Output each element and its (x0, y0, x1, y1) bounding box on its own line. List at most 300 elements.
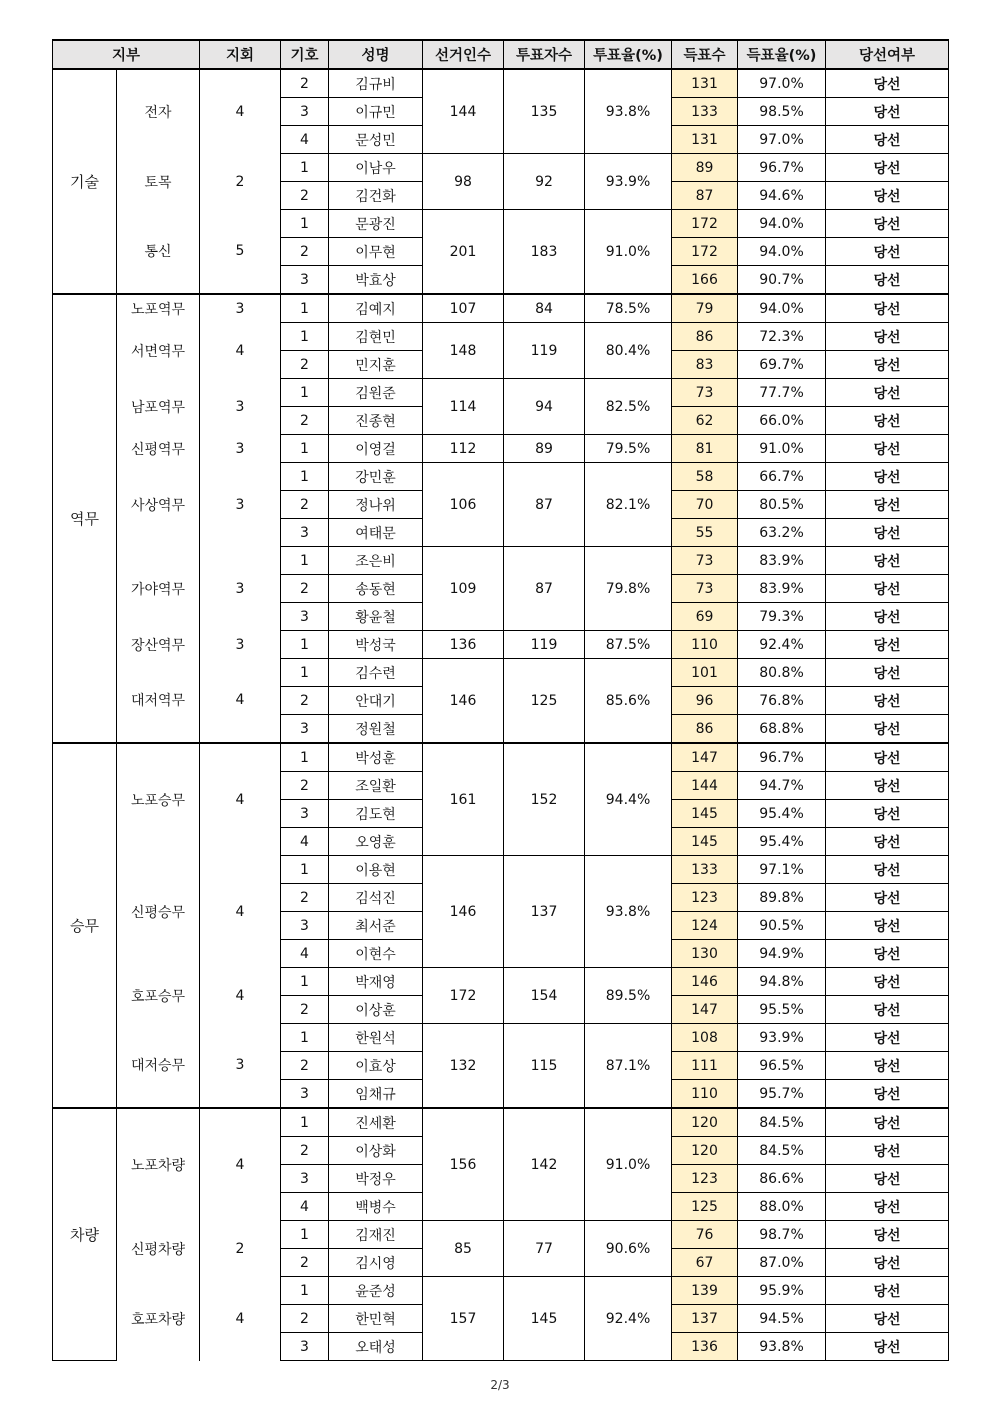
rate-cell: 94.9% (738, 940, 826, 968)
candidate-name: 이남우 (329, 154, 423, 182)
rate-cell: 69.7% (738, 351, 826, 379)
table-row (53, 856, 949, 884)
rate-cell: 95.4% (738, 800, 826, 828)
rate-cell: 95.7% (738, 1080, 826, 1109)
votes-cell: 55 (672, 519, 738, 547)
electors-cell: 148 (423, 323, 504, 379)
voters-cell: 142 (504, 1108, 585, 1221)
seats-cell: 4 (200, 1277, 281, 1361)
electors-cell: 114 (423, 379, 504, 435)
rate-cell: 90.7% (738, 266, 826, 295)
turnout-cell: 92.4% (585, 1277, 672, 1361)
electors-cell: 98 (423, 154, 504, 210)
rate-cell: 93.9% (738, 1024, 826, 1052)
table-row (53, 294, 949, 323)
header-jihoe: 지회 (200, 40, 281, 69)
rate-cell: 96.7% (738, 743, 826, 772)
candidate-no: 2 (281, 575, 329, 603)
result-cell: 당선 (826, 1052, 949, 1080)
candidate-name: 김석진 (329, 884, 423, 912)
candidate-no: 3 (281, 1165, 329, 1193)
votes-cell: 120 (672, 1108, 738, 1137)
candidate-no: 2 (281, 182, 329, 210)
candidate-name: 이효상 (329, 1052, 423, 1080)
candidate-no: 1 (281, 154, 329, 182)
candidate-name: 김수련 (329, 659, 423, 687)
candidate-name: 박효상 (329, 266, 423, 295)
rate-cell: 86.6% (738, 1165, 826, 1193)
candidate-no: 2 (281, 996, 329, 1024)
branch-cell: 노포승무 (117, 743, 200, 856)
candidate-no: 1 (281, 1108, 329, 1137)
result-cell: 당선 (826, 772, 949, 800)
candidate-no: 1 (281, 968, 329, 996)
electors-cell: 201 (423, 210, 504, 295)
candidate-name: 김건화 (329, 182, 423, 210)
header-votes: 득표수 (672, 40, 738, 69)
result-cell: 당선 (826, 491, 949, 519)
electors-cell: 161 (423, 743, 504, 856)
candidate-name: 안대기 (329, 687, 423, 715)
table-row (53, 631, 949, 659)
seats-cell: 2 (200, 1221, 281, 1277)
table-row (53, 547, 949, 575)
result-cell: 당선 (826, 828, 949, 856)
seats-cell: 4 (200, 69, 281, 154)
electors-cell: 106 (423, 463, 504, 547)
candidate-name: 임채규 (329, 1080, 423, 1109)
votes-cell: 124 (672, 912, 738, 940)
electors-cell: 132 (423, 1024, 504, 1109)
rate-cell: 68.8% (738, 715, 826, 744)
result-cell: 당선 (826, 294, 949, 323)
votes-cell: 76 (672, 1221, 738, 1249)
seats-cell: 3 (200, 631, 281, 659)
branch-cell: 가야역무 (117, 547, 200, 631)
voters-cell: 92 (504, 154, 585, 210)
voters-cell: 77 (504, 1221, 585, 1277)
result-cell: 당선 (826, 126, 949, 154)
header-turnout: 투표율(%) (585, 40, 672, 69)
result-cell: 당선 (826, 238, 949, 266)
candidate-name: 박성훈 (329, 743, 423, 772)
candidate-name: 이규민 (329, 98, 423, 126)
voters-cell: 87 (504, 547, 585, 631)
turnout-cell: 89.5% (585, 968, 672, 1024)
votes-cell: 87 (672, 182, 738, 210)
candidate-name: 문성민 (329, 126, 423, 154)
candidate-name: 한민혁 (329, 1305, 423, 1333)
votes-cell: 172 (672, 210, 738, 238)
voters-cell: 87 (504, 463, 585, 547)
candidate-no: 3 (281, 1080, 329, 1109)
result-cell: 당선 (826, 1249, 949, 1277)
rate-cell: 98.5% (738, 98, 826, 126)
votes-cell: 145 (672, 800, 738, 828)
votes-cell: 147 (672, 996, 738, 1024)
candidate-no: 2 (281, 1052, 329, 1080)
electors-cell: 85 (423, 1221, 504, 1277)
results-body (53, 69, 949, 1361)
branch-cell: 통신 (117, 210, 200, 295)
seats-cell: 3 (200, 379, 281, 435)
votes-cell: 130 (672, 940, 738, 968)
seats-cell: 4 (200, 968, 281, 1024)
result-cell: 당선 (826, 1024, 949, 1052)
votes-cell: 166 (672, 266, 738, 295)
candidate-no: 4 (281, 126, 329, 154)
result-cell: 당선 (826, 856, 949, 884)
rate-cell: 72.3% (738, 323, 826, 351)
result-cell: 당선 (826, 575, 949, 603)
result-cell: 당선 (826, 603, 949, 631)
seats-cell: 3 (200, 1024, 281, 1109)
candidate-no: 2 (281, 69, 329, 98)
candidate-name: 정나위 (329, 491, 423, 519)
rate-cell: 94.0% (738, 238, 826, 266)
electors-cell: 109 (423, 547, 504, 631)
rate-cell: 83.9% (738, 547, 826, 575)
votes-cell: 110 (672, 631, 738, 659)
result-cell: 당선 (826, 379, 949, 407)
candidate-name: 김도현 (329, 800, 423, 828)
candidate-name: 김시영 (329, 1249, 423, 1277)
rate-cell: 94.0% (738, 210, 826, 238)
votes-cell: 79 (672, 294, 738, 323)
table-row (53, 323, 949, 351)
rate-cell: 90.5% (738, 912, 826, 940)
rate-cell: 96.7% (738, 154, 826, 182)
candidate-no: 2 (281, 1137, 329, 1165)
seats-cell: 4 (200, 659, 281, 744)
candidate-no: 2 (281, 238, 329, 266)
candidate-no: 4 (281, 1193, 329, 1221)
branch-cell: 호포차량 (117, 1277, 200, 1361)
votes-cell: 69 (672, 603, 738, 631)
votes-cell: 172 (672, 238, 738, 266)
branch-cell: 신평차량 (117, 1221, 200, 1277)
candidate-no: 2 (281, 407, 329, 435)
electors-cell: 146 (423, 856, 504, 968)
candidate-no: 1 (281, 1277, 329, 1305)
candidate-name: 최서준 (329, 912, 423, 940)
table-row (53, 968, 949, 996)
rate-cell: 80.8% (738, 659, 826, 687)
result-cell: 당선 (826, 154, 949, 182)
result-cell: 당선 (826, 743, 949, 772)
rate-cell: 91.0% (738, 435, 826, 463)
candidate-no: 3 (281, 266, 329, 295)
turnout-cell: 82.5% (585, 379, 672, 435)
candidate-name: 박재영 (329, 968, 423, 996)
candidate-no: 2 (281, 1249, 329, 1277)
candidate-no: 2 (281, 772, 329, 800)
rate-cell: 84.5% (738, 1137, 826, 1165)
result-cell: 당선 (826, 659, 949, 687)
result-cell: 당선 (826, 98, 949, 126)
result-cell: 당선 (826, 1305, 949, 1333)
result-cell: 당선 (826, 940, 949, 968)
header-result: 당선여부 (826, 40, 949, 69)
branch-cell: 남포역무 (117, 379, 200, 435)
rate-cell: 76.8% (738, 687, 826, 715)
candidate-no: 1 (281, 463, 329, 491)
bu-cell: 승무 (53, 743, 117, 1108)
votes-cell: 111 (672, 1052, 738, 1080)
branch-cell: 노포역무 (117, 294, 200, 323)
votes-cell: 83 (672, 351, 738, 379)
branch-cell: 토목 (117, 154, 200, 210)
table-row (53, 743, 949, 772)
seats-cell: 5 (200, 210, 281, 295)
turnout-cell: 79.5% (585, 435, 672, 463)
candidate-name: 김원준 (329, 379, 423, 407)
candidate-name: 김예지 (329, 294, 423, 323)
candidate-name: 송동현 (329, 575, 423, 603)
rate-cell: 66.0% (738, 407, 826, 435)
result-cell: 당선 (826, 912, 949, 940)
table-row (53, 1277, 949, 1305)
rate-cell: 66.7% (738, 463, 826, 491)
header-no: 기호 (281, 40, 329, 69)
result-cell: 당선 (826, 687, 949, 715)
voters-cell: 119 (504, 631, 585, 659)
rate-cell: 95.4% (738, 828, 826, 856)
result-cell: 당선 (826, 631, 949, 659)
table-row (53, 659, 949, 687)
table-row (53, 435, 949, 463)
election-results-table (52, 39, 949, 1361)
votes-cell: 86 (672, 323, 738, 351)
candidate-name: 백병수 (329, 1193, 423, 1221)
rate-cell: 94.6% (738, 182, 826, 210)
rate-cell: 87.0% (738, 1249, 826, 1277)
candidate-no: 1 (281, 435, 329, 463)
result-cell: 당선 (826, 968, 949, 996)
votes-cell: 139 (672, 1277, 738, 1305)
votes-cell: 86 (672, 715, 738, 744)
candidate-no: 4 (281, 940, 329, 968)
rate-cell: 88.0% (738, 1193, 826, 1221)
rate-cell: 93.8% (738, 1333, 826, 1361)
rate-cell: 80.5% (738, 491, 826, 519)
table-row (53, 1108, 949, 1137)
votes-cell: 145 (672, 828, 738, 856)
result-cell: 당선 (826, 69, 949, 98)
votes-cell: 120 (672, 1137, 738, 1165)
candidate-no: 3 (281, 519, 329, 547)
voters-cell: 135 (504, 69, 585, 154)
candidate-name: 박정우 (329, 1165, 423, 1193)
voters-cell: 137 (504, 856, 585, 968)
header-electors: 선거인수 (423, 40, 504, 69)
rate-cell: 94.5% (738, 1305, 826, 1333)
turnout-cell: 90.6% (585, 1221, 672, 1277)
voters-cell: 152 (504, 743, 585, 856)
candidate-name: 한원석 (329, 1024, 423, 1052)
table-row (53, 210, 949, 238)
candidate-name: 이상화 (329, 1137, 423, 1165)
votes-cell: 133 (672, 856, 738, 884)
rate-cell: 98.7% (738, 1221, 826, 1249)
rate-cell: 84.5% (738, 1108, 826, 1137)
result-cell: 당선 (826, 1137, 949, 1165)
electors-cell: 157 (423, 1277, 504, 1361)
candidate-name: 조은비 (329, 547, 423, 575)
votes-cell: 125 (672, 1193, 738, 1221)
header-bu: 지부 (53, 40, 200, 69)
candidate-name: 김현민 (329, 323, 423, 351)
table-row (53, 379, 949, 407)
candidate-name: 이무현 (329, 238, 423, 266)
votes-cell: 136 (672, 1333, 738, 1361)
result-cell: 당선 (826, 210, 949, 238)
result-cell: 당선 (826, 463, 949, 491)
voters-cell: 125 (504, 659, 585, 744)
candidate-name: 여태문 (329, 519, 423, 547)
turnout-cell: 87.5% (585, 631, 672, 659)
bu-cell: 기술 (53, 69, 117, 294)
votes-cell: 73 (672, 379, 738, 407)
result-cell: 당선 (826, 266, 949, 295)
electors-cell: 107 (423, 294, 504, 323)
turnout-cell: 85.6% (585, 659, 672, 744)
turnout-cell: 94.4% (585, 743, 672, 856)
candidate-name: 이상훈 (329, 996, 423, 1024)
candidate-no: 1 (281, 743, 329, 772)
result-cell: 당선 (826, 1108, 949, 1137)
seats-cell: 4 (200, 323, 281, 379)
candidate-name: 윤준성 (329, 1277, 423, 1305)
branch-cell: 신평승무 (117, 856, 200, 968)
votes-cell: 73 (672, 575, 738, 603)
candidate-no: 1 (281, 631, 329, 659)
table-row (53, 69, 949, 98)
page-number: 2/3 (490, 1378, 510, 1392)
turnout-cell: 93.9% (585, 154, 672, 210)
rate-cell: 95.9% (738, 1277, 826, 1305)
candidate-no: 3 (281, 603, 329, 631)
result-cell: 당선 (826, 1080, 949, 1109)
voters-cell: 89 (504, 435, 585, 463)
rate-cell: 79.3% (738, 603, 826, 631)
header-name: 성명 (329, 40, 423, 69)
table-row (53, 154, 949, 182)
seats-cell: 3 (200, 294, 281, 323)
candidate-name: 김재진 (329, 1221, 423, 1249)
candidate-no: 2 (281, 687, 329, 715)
rate-cell: 97.1% (738, 856, 826, 884)
votes-cell: 81 (672, 435, 738, 463)
votes-cell: 73 (672, 547, 738, 575)
candidate-name: 황윤철 (329, 603, 423, 631)
seats-cell: 3 (200, 435, 281, 463)
candidate-name: 진세환 (329, 1108, 423, 1137)
result-cell: 당선 (826, 519, 949, 547)
candidate-no: 1 (281, 294, 329, 323)
candidate-no: 1 (281, 856, 329, 884)
candidate-no: 3 (281, 800, 329, 828)
electors-cell: 112 (423, 435, 504, 463)
voters-cell: 183 (504, 210, 585, 295)
candidate-no: 3 (281, 98, 329, 126)
result-cell: 당선 (826, 351, 949, 379)
candidate-name: 이영걸 (329, 435, 423, 463)
candidate-no: 1 (281, 323, 329, 351)
bu-cell: 역무 (53, 294, 117, 743)
result-cell: 당선 (826, 1221, 949, 1249)
rate-cell: 97.0% (738, 69, 826, 98)
candidate-no: 1 (281, 1221, 329, 1249)
branch-cell: 서면역무 (117, 323, 200, 379)
branch-cell: 노포차량 (117, 1108, 200, 1221)
votes-cell: 89 (672, 154, 738, 182)
branch-cell: 신평역무 (117, 435, 200, 463)
rate-cell: 92.4% (738, 631, 826, 659)
turnout-cell: 93.8% (585, 69, 672, 154)
votes-cell: 108 (672, 1024, 738, 1052)
electors-cell: 146 (423, 659, 504, 744)
seats-cell: 4 (200, 743, 281, 856)
seats-cell: 4 (200, 856, 281, 968)
result-cell: 당선 (826, 182, 949, 210)
voters-cell: 119 (504, 323, 585, 379)
turnout-cell: 91.0% (585, 210, 672, 295)
candidate-name: 오태성 (329, 1333, 423, 1361)
candidate-name: 강민훈 (329, 463, 423, 491)
result-cell: 당선 (826, 800, 949, 828)
table-row (53, 1024, 949, 1052)
candidate-no: 1 (281, 210, 329, 238)
result-cell: 당선 (826, 996, 949, 1024)
candidate-no: 1 (281, 1024, 329, 1052)
rate-cell: 77.7% (738, 379, 826, 407)
turnout-cell: 79.8% (585, 547, 672, 631)
votes-cell: 62 (672, 407, 738, 435)
votes-cell: 110 (672, 1080, 738, 1109)
turnout-cell: 93.8% (585, 856, 672, 968)
branch-cell: 대저역무 (117, 659, 200, 744)
bu-cell: 차량 (53, 1108, 117, 1361)
candidate-no: 1 (281, 659, 329, 687)
voters-cell: 94 (504, 379, 585, 435)
turnout-cell: 82.1% (585, 463, 672, 547)
voters-cell: 145 (504, 1277, 585, 1361)
seats-cell: 2 (200, 154, 281, 210)
electors-cell: 136 (423, 631, 504, 659)
votes-cell: 144 (672, 772, 738, 800)
rate-cell: 83.9% (738, 575, 826, 603)
result-cell: 당선 (826, 1165, 949, 1193)
seats-cell: 3 (200, 463, 281, 547)
turnout-cell: 78.5% (585, 294, 672, 323)
candidate-name: 진종현 (329, 407, 423, 435)
candidate-no: 2 (281, 491, 329, 519)
seats-cell: 3 (200, 547, 281, 631)
rate-cell: 94.0% (738, 294, 826, 323)
result-cell: 당선 (826, 1277, 949, 1305)
header-rate: 득표율(%) (738, 40, 826, 69)
rate-cell: 94.7% (738, 772, 826, 800)
votes-cell: 67 (672, 1249, 738, 1277)
votes-cell: 133 (672, 98, 738, 126)
candidate-no: 2 (281, 884, 329, 912)
seats-cell: 4 (200, 1108, 281, 1221)
candidate-name: 김규비 (329, 69, 423, 98)
candidate-name: 정원철 (329, 715, 423, 744)
votes-cell: 131 (672, 69, 738, 98)
branch-cell: 전자 (117, 69, 200, 154)
